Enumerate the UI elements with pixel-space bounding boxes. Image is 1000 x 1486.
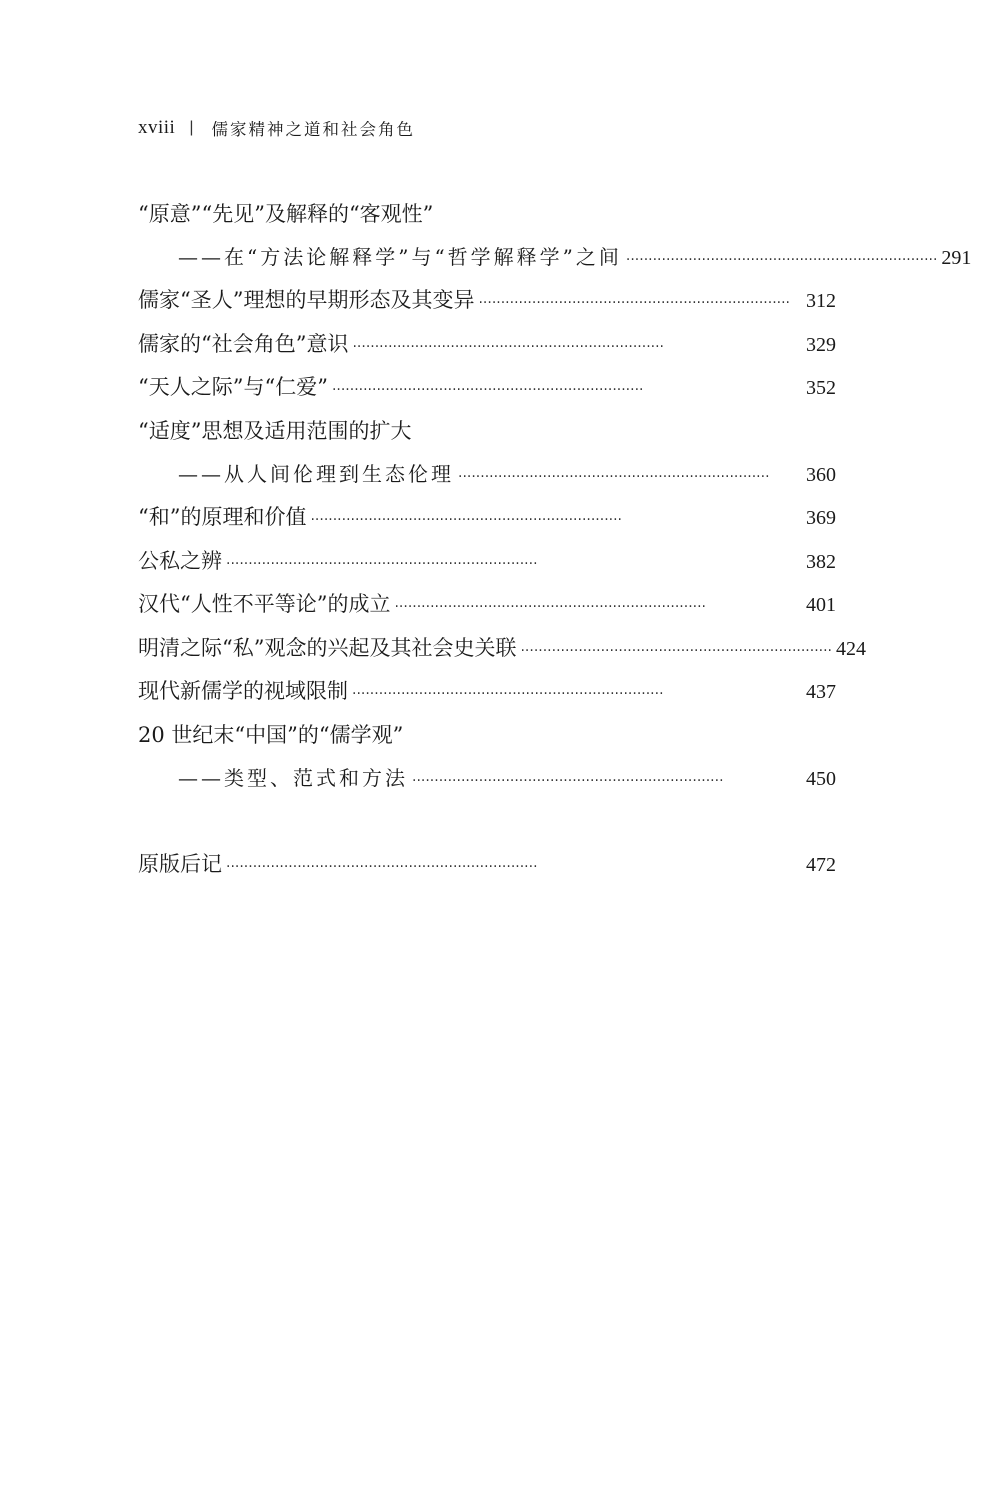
toc-entry-title: 原版后记 (138, 852, 222, 876)
toc-entry[interactable] (138, 673, 836, 709)
toc-page-number: 382 (806, 551, 836, 573)
toc-page-number: 472 (806, 854, 836, 876)
toc-entry-title: 汉代“人性不平等论”的成立 (138, 592, 391, 616)
toc-entry[interactable] (138, 717, 836, 753)
toc-entry[interactable] (178, 456, 836, 492)
dot-leader: ······································································ (412, 773, 724, 789)
toc-entry-title: “适度”思想及适用范围的扩大 (138, 419, 412, 443)
toc-entry[interactable] (178, 760, 836, 796)
dot-leader: ······································································ (625, 252, 938, 268)
toc-page-number: 291 (941, 247, 972, 269)
page-folio: xviii (138, 117, 176, 138)
toc-entry-title: 明清之际“私”观念的兴起及其社会史关联 (138, 636, 517, 660)
dot-leader: ······································································ (458, 469, 770, 485)
dot-leader: ······································································ (352, 339, 664, 355)
book-title: 儒家精神之道和社会角色 (211, 120, 415, 139)
dot-leader: ······································································ (310, 512, 622, 528)
toc-entry[interactable] (138, 282, 836, 318)
toc-page-number: 352 (806, 377, 836, 399)
dot-leader: ······································································ (352, 686, 664, 702)
dot-leader: ······································································ (394, 599, 706, 615)
dot-leader: ······································································ (331, 382, 644, 398)
toc-entry-title: 公私之辨 (138, 549, 222, 573)
toc-entry-title: “原意”“先见”及解释的“客观性” (138, 202, 434, 226)
toc-entry-subtitle: ——类型、范式和方法 (178, 766, 408, 790)
toc-entry-subtitle: ——在“方法论解释学”与“哲学解释学”之间 (178, 245, 622, 269)
toc-page-number: 450 (806, 768, 836, 790)
toc-page-number: 329 (806, 334, 836, 356)
toc-entry[interactable] (138, 846, 836, 882)
toc-entry[interactable] (138, 369, 836, 405)
dot-leader: ······································································ (226, 556, 538, 572)
header-separator: | (189, 119, 194, 136)
dot-leader: ······································································ (226, 859, 538, 875)
toc-page-number: 401 (806, 594, 836, 616)
toc-entry-title: “天人之际”与“仁爱” (138, 375, 328, 399)
toc-entry[interactable] (138, 499, 836, 535)
toc-entry-title: 现代新儒学的视域限制 (138, 679, 348, 703)
toc-page-number: 360 (806, 464, 836, 486)
toc-entry[interactable] (138, 413, 836, 449)
toc-entry[interactable] (138, 630, 866, 666)
toc-entry-subtitle: ——从人间伦理到生态伦理 (178, 462, 454, 486)
toc-page-number: 312 (806, 290, 836, 312)
dot-leader: ······································································ (520, 643, 832, 659)
toc-page-number: 424 (836, 638, 866, 660)
toc-entry-title: 儒家的“社会角色”意识 (138, 332, 349, 356)
dot-leader: ······································································ (478, 295, 790, 311)
toc-entry-title: 20 世纪末“中国”的“儒学观” (138, 723, 404, 747)
toc-entry[interactable] (138, 543, 836, 579)
toc-entry[interactable] (138, 196, 836, 232)
toc-entry-title: “和”的原理和价值 (138, 505, 307, 529)
table-of-contents (138, 0, 972, 1486)
toc-entry-title: 儒家“圣人”理想的早期形态及其变异 (138, 288, 475, 312)
toc-page-number: 369 (806, 507, 836, 529)
toc-page-number: 437 (806, 681, 836, 703)
toc-entry[interactable] (138, 586, 836, 622)
toc-entry[interactable] (138, 326, 836, 362)
toc-entry[interactable] (178, 239, 972, 275)
